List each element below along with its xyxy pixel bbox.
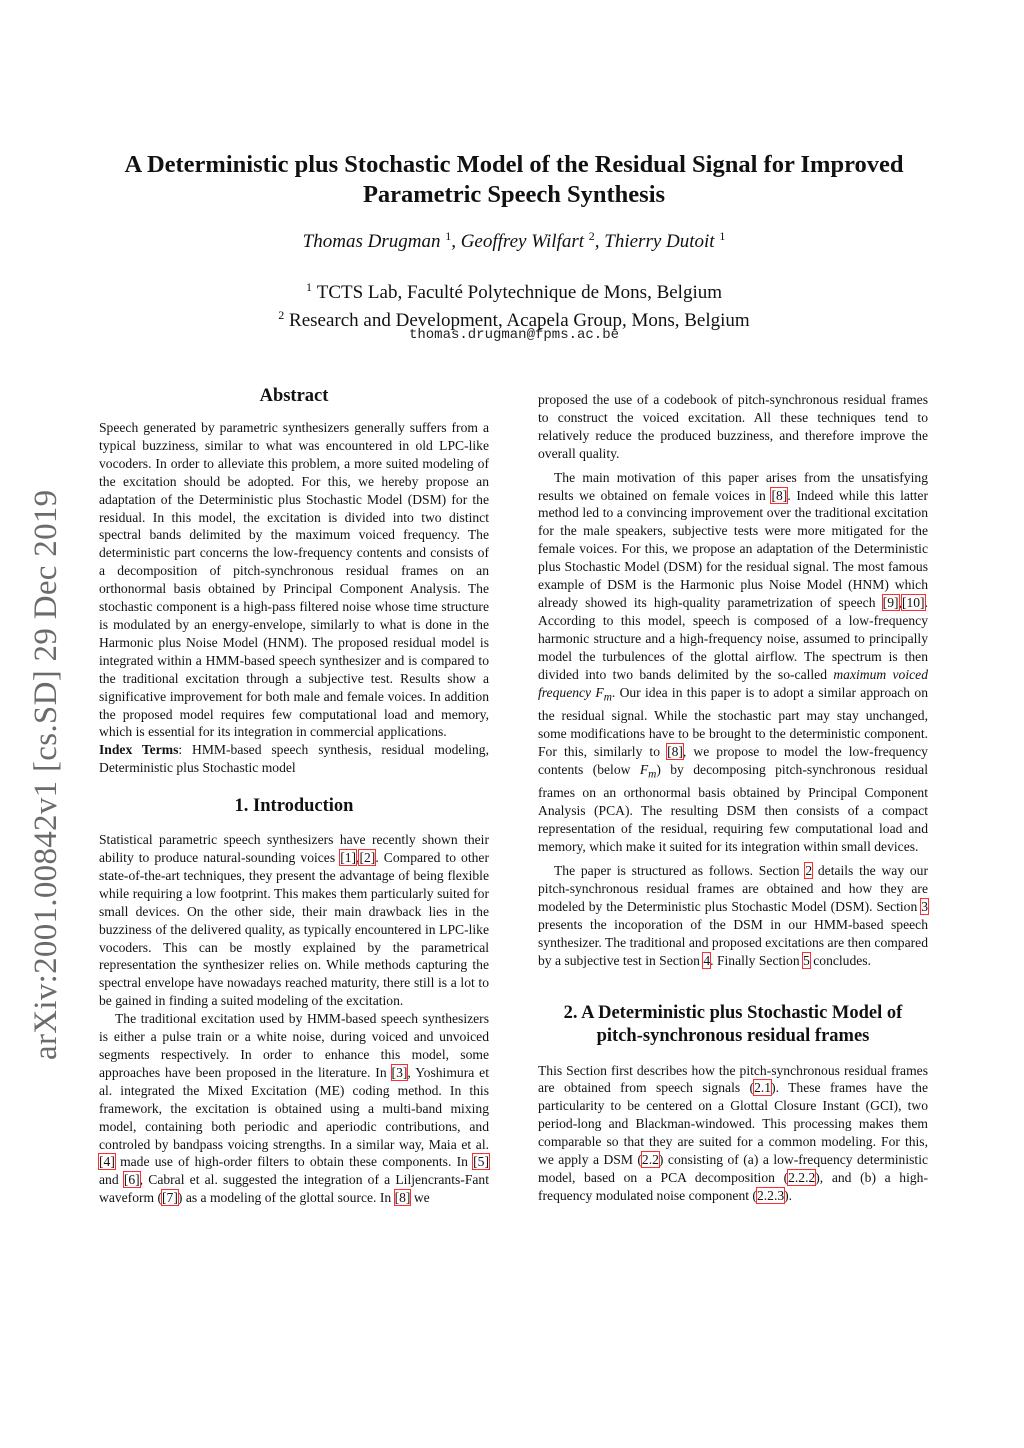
section-link[interactable]: 5 [803, 952, 810, 968]
intro-paragraph-4: The paper is structured as follows. Section 2 details the way our pitch-synchronous residual frames are obtained and how they are modeled by the Deterministic plus Stochastic Model (DSM). Section 3 presents the incoporation of the DSM in our HMM-based speech synthesizer. The traditional and proposed excitations are then compared by a subjective test in Section 4. Finally Section 5 concludes. [538, 863, 928, 968]
index-terms: : HMM-based speech synthesis, residual modeling, Deterministic plus Stochastic model [99, 742, 489, 776]
intro-paragraph-2: The traditional excitation used by HMM-based speech synthesizers is either a pulse train or a white noise, during voiced and unvoiced segments respectively. In order to enhance this model, some approaches have been proposed in the literature. In [3], Yoshimura et al. integrated the Mixed Excitation (ME) coding method. In this framework, the excitation is obtained using a multi-band mixing model, containing both periodic and aperiodic contributions, and controled by bandpass voicing strengths. In a similar way, Maia et al. [4] made use of high-order filters to obtain these components. In [5] and [6], Cabral et al. suggested the integration of a Liljencrants-Fant waveform ([7]) as a modeling of the glottal source. In [8] we [99, 1011, 489, 1206]
affiliation-line: $^1$ TCTS Lab, Faculté Polytechnique de Mons, Belgium [305, 280, 723, 303]
citation-link[interactable]: [10] [901, 594, 925, 610]
author-list: Thomas Drugman $^1$, Geoffrey Wilfart $^2$, Thierry Dutoit $^1$ [302, 229, 726, 252]
author-name: Thierry Dutoit [604, 231, 715, 252]
citation-link[interactable]: [1] [340, 850, 357, 866]
section-heading-dsm: 2. A Deterministic plus Stochastic Model of pitch-synchronous residual frames [563, 1002, 903, 1046]
left-column [99, 384, 489, 1207]
citation-link[interactable]: [5] [473, 1154, 489, 1170]
citation-link[interactable]: [6] [123, 1172, 140, 1188]
citation-link[interactable]: [8] [771, 487, 788, 503]
section-link[interactable]: 3 [921, 898, 928, 914]
intro-paragraph-1: Statistical parametric speech synthesizers have recently shown their ability to produce natural-sounding voices [1],[2]. Compared to other state-of-the-art techniques, they present the advantage of being flexible while requiring a low footprint. This makes them particularly suited for small devices. On the other side, their main drawback lies in the buzziness of the delivered quality, as typically encountered in LPC-like vocoders. This can be mostly explained by the parametrical representation the synthesizer relies on. While methods capturing the spectral envelope have nowadays reached maturity, there still is a lot to be gained in finding a suited modeling of the excitation. [99, 832, 489, 1009]
affiliations [95, 276, 933, 332]
section-link[interactable]: 2.2 [641, 1152, 659, 1168]
citation-link[interactable]: [3] [391, 1064, 408, 1080]
index-terms-label: Index Terms [99, 742, 179, 758]
intro-paragraph-3: The main motivation of this paper arises from the unsatisfying results we obtained on female voices in [8]. Indeed while this latter method led to a convincing improvement over the traditional excitation for the male speakers, subjective tests were more mitigated for the female voices. For this, we propose an adaptation of the Deterministic plus Stochastic Model (DSM) for the residual signal. The most famous example of DSM is the Harmonic plus Noise Model (HNM) which already showed its high-quality parametrization of speech [9],[10]. According to this model, speech is composed of a low-frequency harmonic structure and a high-frequency noise, assumed to principally model the turbulences of the glottal airflow. The spectrum is then divided into two bands delimited by the so-called maximum voiced frequency $F_m$. Our idea in this paper is to adopt a similar approach on the residual signal. While the stochastic part may stay unchanged, some modifications have to be brought to the deterministic component. For this, similarly to [8], we propose to model the low-frequency contents (below $F_m$) by decomposing pitch-synchronous residual frames on an orthonormal basis obtained by Principal Component Analysis (PCA). The resulting DSM then consists of a compact representation of the residual, requiring few computational load and memory, which make it suited for its integration within small devices. [538, 469, 928, 855]
citation-link[interactable]: [9] [882, 594, 899, 610]
section-link[interactable]: 4 [703, 952, 711, 968]
intro-paragraph-2-continued: proposed the use of a codebook of pitch-synchronous residual frames to construct the voiced excitation. All these techniques tend to relatively reduce the produced buzziness, and therefore improve the overall quality. [538, 392, 928, 461]
citation-link[interactable]: [2] [359, 850, 376, 866]
math-term: F [639, 761, 649, 777]
affiliation-line: $^2$ Research and Development, Acapela Group, Mons, Belgium [278, 308, 750, 331]
author-email[interactable]: thomas.drugman@fpms.ac.be [408, 327, 620, 343]
citation-link[interactable]: [7] [162, 1190, 178, 1206]
section2-paragraph-1: This Section first describes how the pitch-synchronous residual frames are obtained from speech signals (2.1). These frames have the particularity to be centered on a Glottal Closure Instant (GCI), two period-long and Blackman-windowed. This processing makes them comparable so that they are suited for a common modeling. For this, we apply a DSM (2.2) consisting of (a) a low-frequency deterministic model, based on a PCA decomposition (2.2.2), and (b) a high-frequency modulated noise component (2.2.3). [538, 1062, 929, 1203]
author-sup: 2 [588, 229, 595, 243]
math-term: maximum voiced frequency F [538, 666, 928, 700]
section-link[interactable]: 2.1 [754, 1080, 772, 1096]
abstract-text: Speech generated by parametric synthesizers generally suffers from a typical buzziness, similar to what was encountered in old LPC-like vocoders. In order to alleviate this problem, a more suited modeling of the excitation should be adopted. For this, we hereby propose an adaptation of the Deterministic plus Stochastic Model (DSM) for the residual. In this model, the excitation is divided into two distinct spectral bands delimited by the maximum voiced frequency. The deterministic part concerns the low-frequency contents and consists of a decomposition of pitch-synchronous residual frames on an orthonormal basis obtained by Principal Component Analysis. The stochastic component is a high-pass filtered noise whose time structure is modulated by an energy-envelope, similarly to what is done in the Harmonic plus Noise Model (HNM). The proposed residual model is integrated within a HMM-based speech synthesizer and is compared to the traditional excitation through a subjective test. Results show a significative improvement for both male and female voices. In addition the proposed model requires few computational load and memory, which is essential for its integration in commercial applications. Index Terms: HMM-based speech synthesis, residual modeling, Deterministic plus Stochastic model [99, 420, 489, 776]
paper-title: A Deterministic plus Stochastic Model of the Residual Signal for Improved Parametric Speech Synthesis [124, 151, 904, 208]
citation-link[interactable]: [4] [99, 1154, 115, 1170]
section-link[interactable]: 2.2.2 [788, 1169, 816, 1185]
citation-link[interactable]: [8] [667, 743, 683, 759]
section-link[interactable]: 2.2.3 [756, 1187, 785, 1203]
citation-link[interactable]: [8] [394, 1190, 411, 1206]
author-name: Geoffrey Wilfart [460, 231, 585, 252]
section-heading-introduction: 1. Introduction [234, 796, 354, 817]
author-sup: 1 [719, 229, 726, 243]
right-column [538, 391, 928, 1205]
arxiv-stamp: arXiv:2001.00842v1 [cs.SD] 29 Dec 2019 [28, 489, 64, 1060]
author-sup: 1 [445, 229, 452, 243]
abstract-heading: Abstract [259, 386, 329, 406]
author-name: Thomas Drugman [302, 231, 441, 252]
section-link[interactable]: 2 [805, 863, 813, 879]
